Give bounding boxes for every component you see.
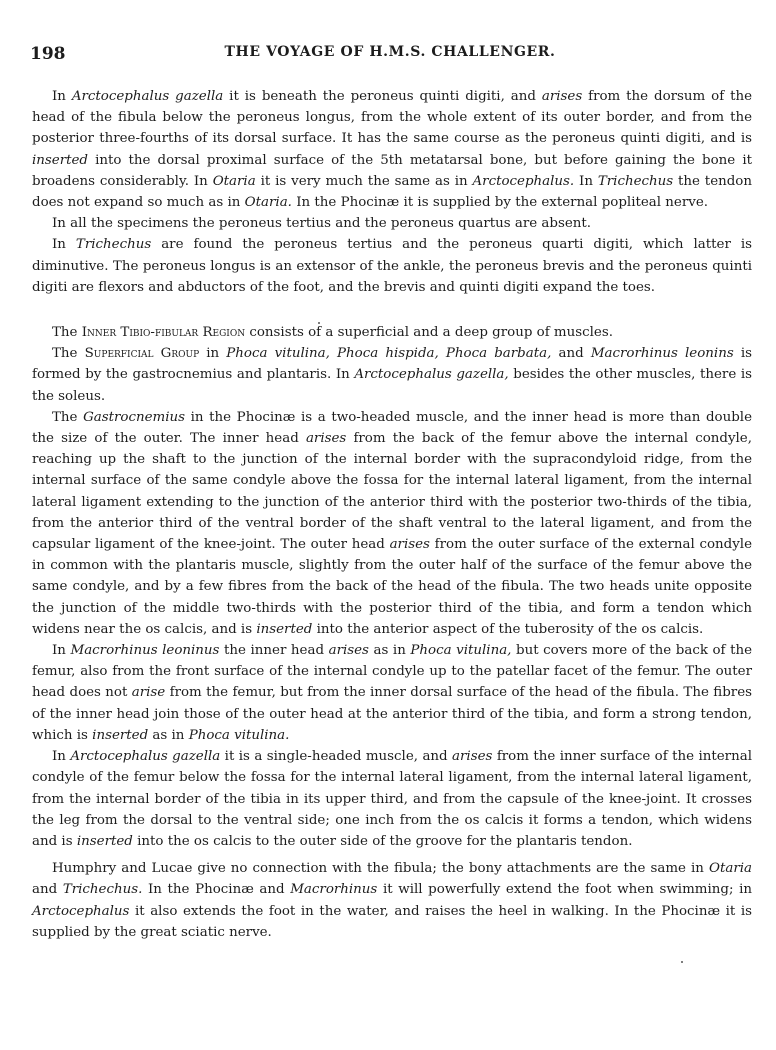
section-paragraph: The Inner Tibio-fibular Region consists of a superficial and a deep group of muscles. <box>52 325 613 341</box>
print-speck <box>681 961 683 963</box>
running-title: THE VOYAGE OF H.M.S. CHALLENGER. <box>224 44 556 60</box>
page-header <box>24 44 756 66</box>
group-heading: Superficial Group <box>84 346 200 362</box>
section-heading: Inner Tibio-fibular Region <box>81 325 246 341</box>
body-text <box>32 86 752 943</box>
page-number: 198 <box>30 44 66 64</box>
paragraph: In Arctocephalus gazella it is a single-headed muscle, and arises from the inner surface of the internal condyle of the femur below the fossa for the internal lateral ligament, from the internal lateral ligament, from the internal border of the tibia in its upper third, and from the capsule of the knee-joint. It crosses the leg from the dorsal to the ventral side; one inch from the os calcis it forms a tendon, which widens and is inserted into the os calcis to the outer side of the groove for the plantaris tendon. <box>32 749 752 849</box>
paragraph: The Gastrocnemius in the Phocinæ is a two-headed muscle, and the inner head is more than double the size of the outer. The inner head arises from the back of the femur above the internal condyle, reaching up the shaft to the junction of the internal border with the supracondyloid ridge, from the internal surface of the same condyle above the fossa for the internal lateral ligament, from the internal lateral ligament extending to the junction of the anterior third with the posterior two-thirds of the tibia, from the anterior third of the ventral border of the shaft ventral to the lateral ligament, and from the capsular ligament of the knee-joint. The outer head arises from the outer surface of the external condyle in common with the plantaris muscle, slightly from the outer half of the surface of the femur above the same condyle, and by a few fibres from the back of the head of the fibula. The two heads unite opposite the junction of the middle two-thirds with the posterior third of the tibia, and form a tendon which widens near the os calcis, and is inserted into the anterior aspect of the tuberosity of the os calcis. <box>32 409 752 637</box>
paragraph: In Arctocephalus gazella it is beneath the peroneus quinti digiti, and arises from the dorsum of the head of the fibula below the peroneus longus, from the whole extent of its outer border, and from the posterior three-fourths of its dorsal surface. It has the same course as the peroneus quinti digiti, and is inserted into the dorsal proximal surface of the 5th metatarsal bone, but before gaining the bone it broadens considerably. In Otaria it is very much the same as in Arctocephalus. In Trichechus the tendon does not expand so much as in Otaria. In the Phocinæ it is supplied by the external popliteal nerve. <box>32 89 753 211</box>
paragraph: In Trichechus are found the peroneus tertius and the peroneus quarti digiti, which latter is diminutive. The peroneus longus is an extensor of the ankle, the peroneus brevis and the peroneus quinti digiti are flexors and abductors of the foot, and the brevis and quinti digiti expand the toes. <box>32 237 752 295</box>
paragraph: Humphry and Lucae give no connection with the fibula; the bony attachments are the same in Otaria and Trichechus. In the Phocinæ and Macrorhinus it will powerfully extend the foot when swimming; in Arctocephalus it also extends the foot in the water, and raises the heel in walking. In the Phocinæ it is supplied by the great sciatic nerve. <box>32 861 752 940</box>
paragraph: The Superficial Group in Phoca vitulina, Phoca hispida, Phoca barbata, and Macrorhinus leonins is formed by the gastrocnemius and plantaris. In Arctocephalus gazella, besides the other muscles, there is the soleus. <box>32 346 752 404</box>
paragraph: In Macrorhinus leoninus the inner head arises as in Phoca vitulina, but covers more of the back of the femur, also from the front surface of the internal condyle up to the patellar facet of the femur. The outer head does not arise from the femur, but from the inner dorsal surface of the head of the fibula. The fibres of the inner head join those of the outer head at the anterior third of the tibia, and form a strong tendon, which is inserted as in Phoca vitulina. <box>32 643 753 743</box>
print-speck <box>318 322 320 324</box>
paragraph: In all the specimens the peroneus tertius and the peroneus quartus are absent. <box>52 216 592 232</box>
